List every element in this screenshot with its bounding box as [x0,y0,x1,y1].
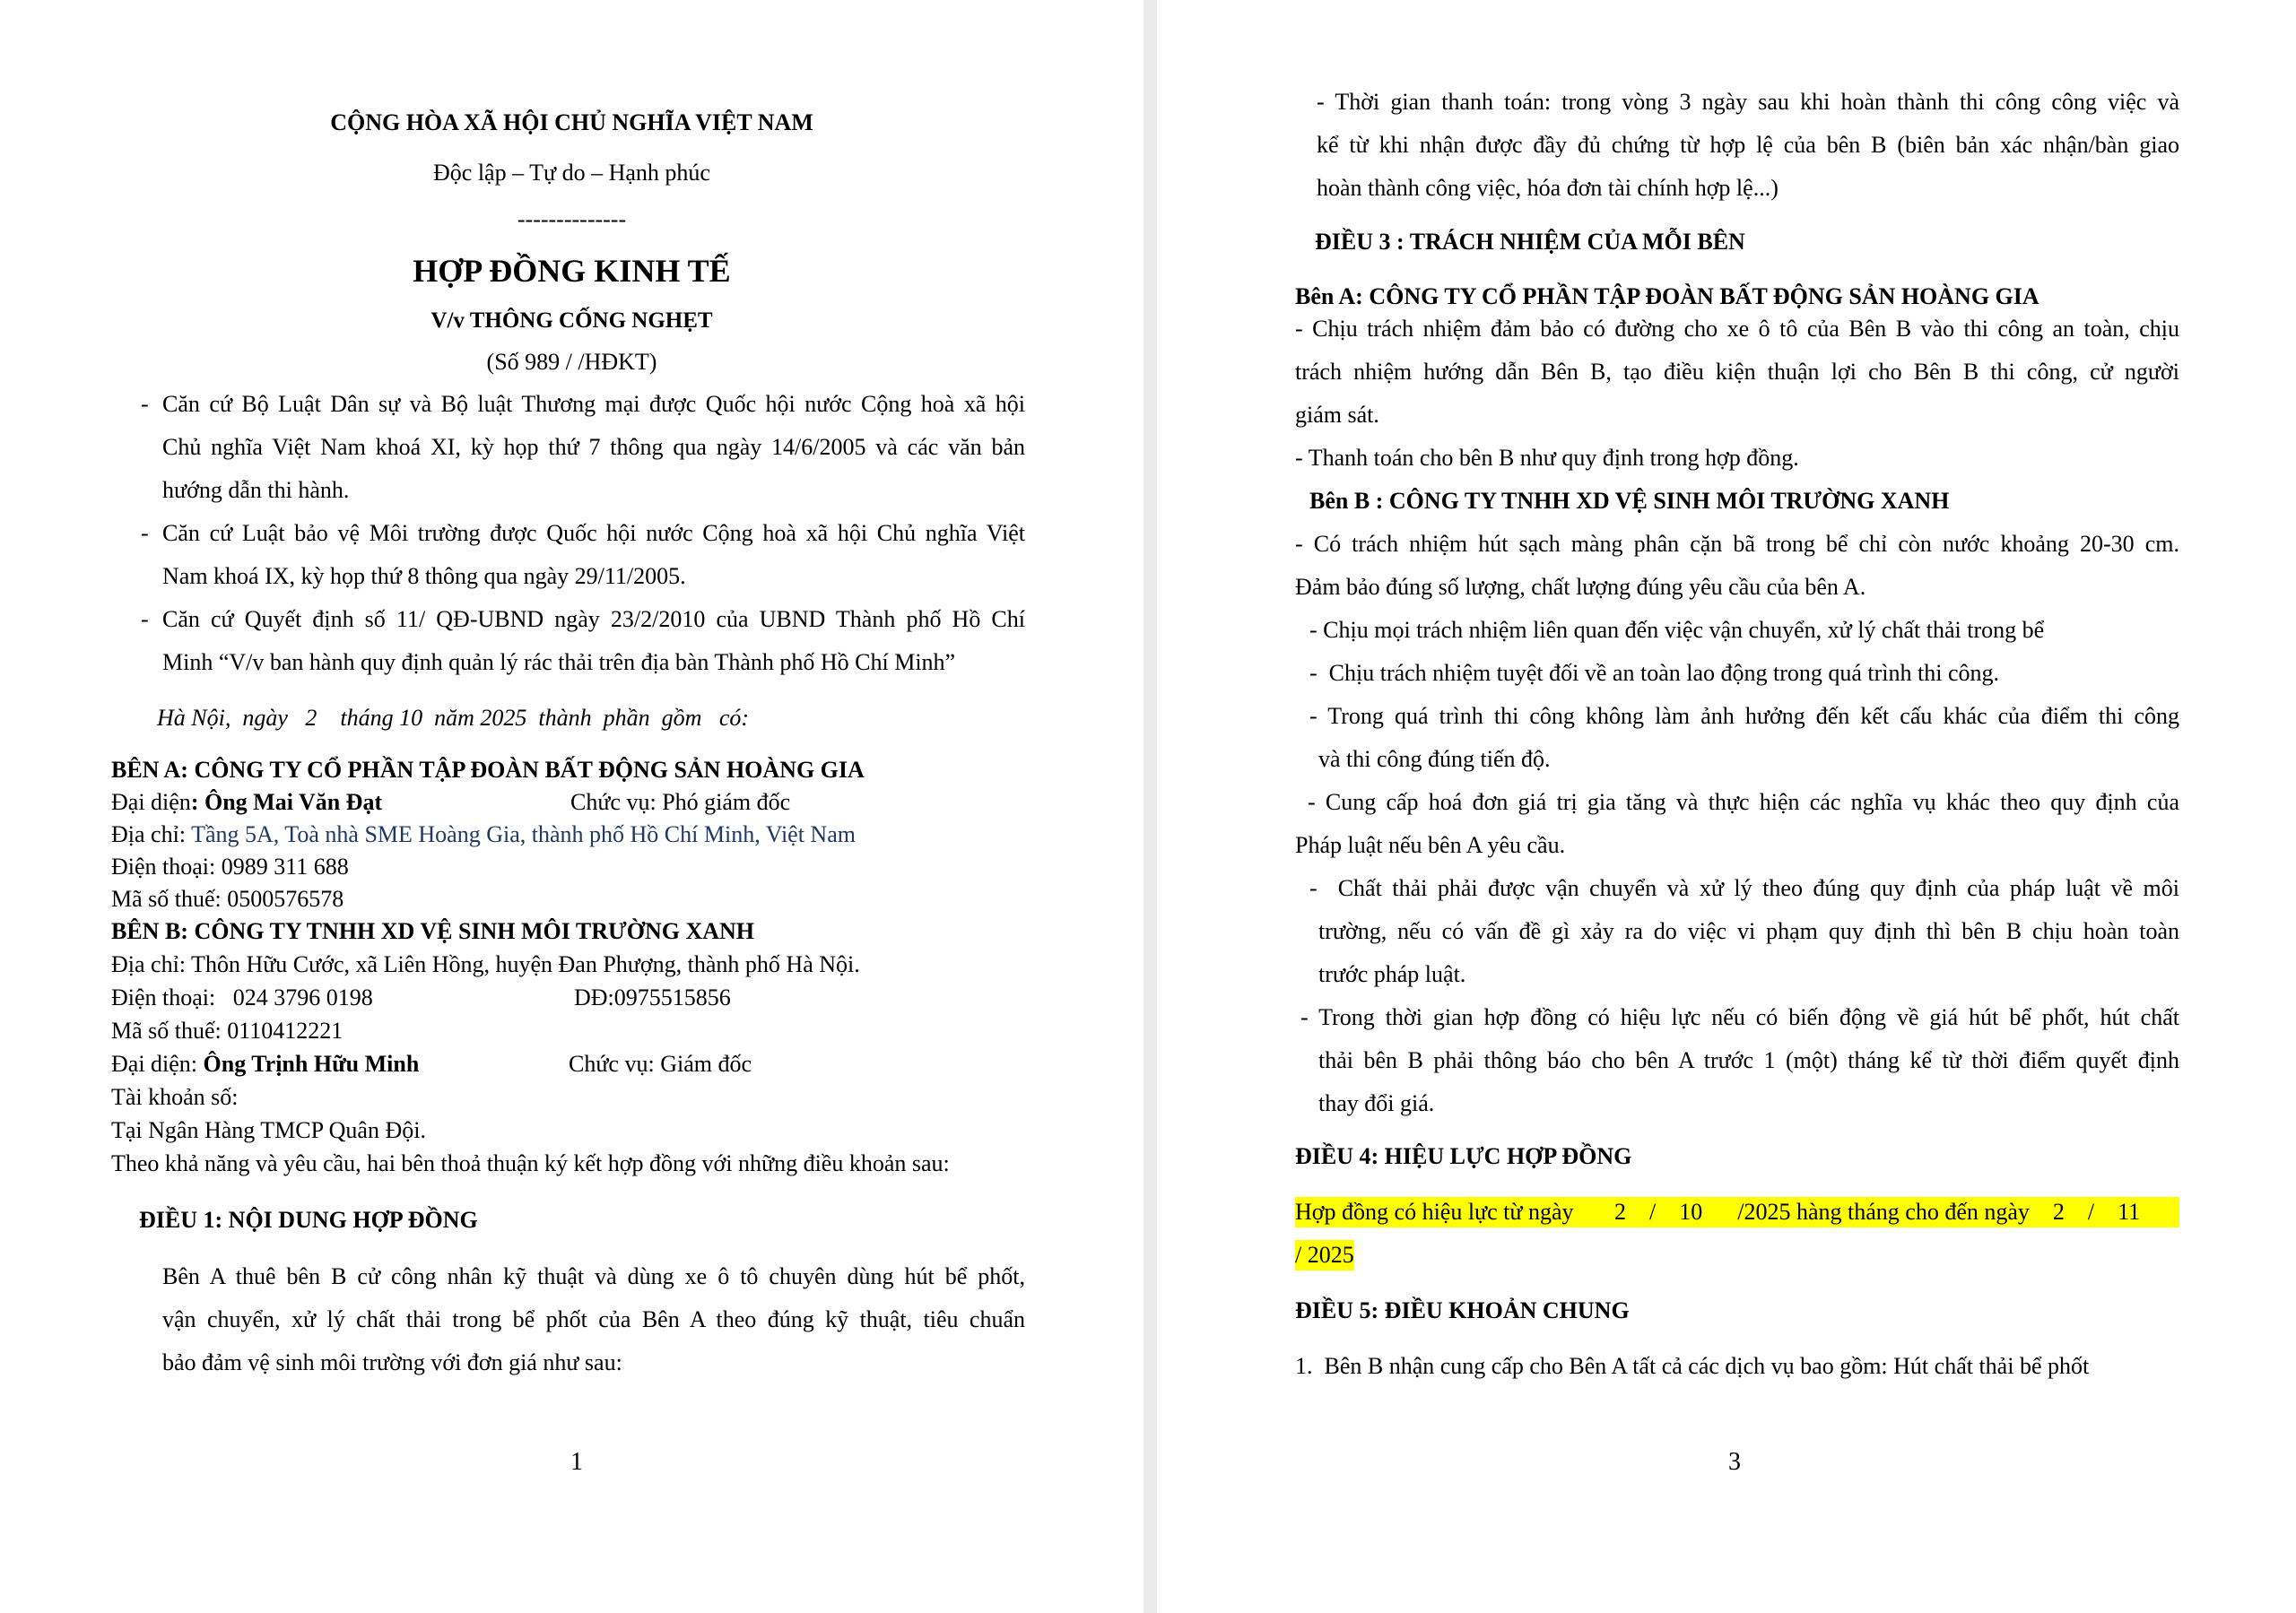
party-a-address-label: Địa chỉ: [111,821,192,847]
party-b-position: Chức vụ: Giám đốc [569,1051,752,1077]
bullet-dash: - [141,391,149,417]
party-a-duty-1: - Chịu trách nhiệm đảm bảo có đường cho xe ô tô của Bên B vào thi công an toàn, chịu [1295,316,2179,342]
article-1-title: ĐIỀU 1: NỘI DUNG HỢP ĐỒNG [139,1207,478,1233]
party-b-duty-3: - Chịu mọi trách nhiệm liên quan đến việc vận chuyển, xử lý chất thải trong bể [1309,617,2045,643]
party-a-rep-label: Đại diện [111,789,191,815]
party-a-duty-2: trách nhiệm hướng dẫn Bên B, tạo điều kiện thuận lợi cho Bên B thi công, cử người [1295,359,2179,385]
basis-2-line-2: Nam khoá IX, kỳ họp thứ 8 thông qua ngày 29/11/2005. [162,563,686,589]
party-b-mobile: DĐ:0975515856 [574,984,731,1010]
party-b-rep-label: Đại diện: [111,1051,204,1077]
article-5-title: ĐIỀU 5: ĐIỀU KHOẢN CHUNG [1295,1297,1630,1323]
basis-1-line-1: Căn cứ Bộ Luật Dân sự và Bộ luật Thương mại được Quốc hội nước Cộng hoà xã hội [162,391,1025,417]
party-a-tax: Mã số thuế: 0500576578 [111,886,344,912]
article-5-item-1: 1. Bên B nhận cung cấp cho Bên A tất cả các dịch vụ bao gồm: Hút chất thải bể phốt [1295,1353,2090,1379]
party-a-duty-4: - Thanh toán cho bên B như quy định trong hợp đồng. [1295,445,1799,471]
party-b-rep-name: Ông Trịnh Hữu Minh [203,1051,420,1077]
party-b-rep [111,1049,419,1080]
article-4-line-2: / 2025 [1295,1240,1354,1270]
party-b-bank: Tại Ngân Hàng TMCP Quân Đội. [111,1117,426,1143]
payment-line-1: - Thời gian thanh toán: trong vòng 3 ngày sau khi hoàn thành thi công công việc và [1317,89,2179,115]
basis-3-line-1: Căn cứ Quyết định số 11/ QĐ-UBND ngày 23/2/2010 của UBND Thành phố Hồ Chí [162,606,1025,632]
party-b-duty-8: Pháp luật nếu bên A yêu cầu. [1295,832,1566,858]
party-b-tax: Mã số thuế: 0110412221 [111,1018,344,1044]
party-a-address-value: Tầng 5A, Toà nhà SME Hoàng Gia, thành phố Hồ Chí Minh, Việt Nam [191,821,856,847]
header-motto: Độc lập – Tự do – Hạnh phúc [433,160,710,186]
basis-2-line-1: Căn cứ Luật bảo vệ Môi trường được Quốc hội nước Cộng hoà xã hội Chủ nghĩa Việt [162,520,1025,546]
party-b-duty-12: - Trong thời gian hợp đồng có hiệu lực nếu có biến động về giá hút bể phốt, hút chất [1300,1004,2179,1030]
party-b-duty-7: - Cung cấp hoá đơn giá trị gia tăng và thực hiện các nghĩa vụ khác theo quy định của [1308,789,2179,815]
party-b-duty-1: - Có trách nhiệm hút sạch màng phân cặn bã trong bể chỉ còn nước khoảng 20-30 cm. [1295,531,2179,557]
party-a-heading: Bên A: CÔNG TY CỔ PHẦN TẬP ĐOÀN BẤT ĐỘNG SẢN HOÀNG GIA [1295,283,2039,309]
article-3-title: ĐIỀU 3 : TRÁCH NHIỆM CỦA MỖI BÊN [1315,229,1745,255]
page-gutter [1144,0,1157,1613]
payment-line-2: kể từ khi nhận được đầy đủ chứng từ hợp lệ của bên B (biên bản xác nhận/bàn giao [1317,132,2179,158]
page-number: 1 [570,1448,583,1476]
party-a-name: BÊN A: CÔNG TY CỔ PHẦN TẬP ĐOÀN BẤT ĐỘNG SẢN HOÀNG GIA [111,757,865,783]
article-1-line-1: Bên A thuê bên B cử công nhân kỹ thuật và dùng xe ô tô chuyên dùng hút bể phốt, [162,1263,1025,1289]
party-a-rep [111,787,382,818]
party-b-duty-10: trường, nếu có vấn đề gì xảy ra do việc vi phạm quy định thì bên B chịu hoàn toàn [1318,918,2179,944]
agreement-line: Theo khả năng và yêu cầu, hai bên thoả thuận ký kết hợp đồng với những điều khoản sau: [111,1150,950,1176]
basis-1-line-3: hướng dẫn thi hành. [162,477,350,503]
party-b-address: Địa chỉ: Thôn Hữu Cước, xã Liên Hồng, huyện Đan Phượng, thành phố Hà Nội. [111,951,860,977]
party-b-duty-14: thay đổi giá. [1318,1090,1435,1116]
party-b-account: Tài khoản số: [111,1084,239,1110]
party-b-duty-11: trước pháp luật. [1318,961,1466,987]
party-a-phone: Điện thoại: 0989 311 688 [111,854,349,880]
header-rule: -------------- [517,206,627,232]
contract-number: (Số 989 / /HĐKT) [486,349,657,375]
party-b-duty-5: - Trong quá trình thi công không làm ảnh hưởng đến kết cấu khác của điểm thi công [1309,703,2179,729]
header-country: CỘNG HÒA XÃ HỘI CHỦ NGHĨA VIỆT NAM [330,109,813,135]
party-a-address [111,820,856,850]
basis-1-line-2: Chủ nghĩa Việt Nam khoá XI, kỳ họp thứ 7 thông qua ngày 14/6/2005 và các văn bản [162,434,1025,460]
contract-title: HỢP ĐỒNG KINH TẾ [413,253,731,289]
contract-subject: V/v THÔNG CỐNG NGHẸT [430,308,713,333]
party-b-phone: Điện thoại: 024 3796 0198 [111,984,373,1010]
document-page-3 [1157,0,2296,1613]
article-4-line-1: Hợp đồng có hiệu lực từ ngày 2 / 10 /2025 hàng tháng cho đến ngày 2 / 11 [1295,1197,2179,1227]
article-4-title: ĐIỀU 4: HIỆU LỰC HỢP ĐỒNG [1295,1143,1632,1169]
party-b-heading: Bên B : CÔNG TY TNHH XD VỆ SINH MÔI TRƯỜNG XANH [1309,488,1950,514]
article-1-line-3: bảo đảm vệ sinh môi trường với đơn giá như sau: [162,1349,622,1375]
party-b-duty-4: - Chịu trách nhiệm tuyệt đối về an toàn lao động trong quá trình thi công. [1309,660,2000,686]
party-b-duty-9: - Chất thải phải được vận chuyển và xử lý theo đúng quy định của pháp luật về môi [1309,875,2179,901]
payment-line-3: hoàn thành công việc, hóa đơn tài chính hợp lệ...) [1317,175,1779,201]
bullet-dash: - [141,520,149,546]
party-b-duty-13: thải bên B phải thông báo cho bên A trước 1 (một) tháng kể từ thời điểm quyết định [1318,1047,2179,1073]
document-page-1 [0,0,1144,1613]
page-number: 3 [1728,1448,1741,1476]
party-b-name: BÊN B: CÔNG TY TNHH XD VỆ SINH MÔI TRƯỜNG XANH [111,918,755,944]
basis-3-line-2: Minh “V/v ban hành quy định quản lý rác thải trên địa bàn Thành phố Hồ Chí Minh” [162,649,956,675]
bullet-dash: - [141,606,149,632]
party-a-duty-3: giám sát. [1295,402,1379,428]
party-a-rep-name: : Ông Mai Văn Đạt [190,789,383,815]
article-1-line-2: vận chuyển, xử lý chất thải trong bể phốt của Bên A theo đúng kỹ thuật, tiêu chuẩn [162,1306,1025,1332]
party-b-duty-6: và thi công đúng tiến độ. [1318,746,1551,772]
place-date: Hà Nội, ngày 2 tháng 10 năm 2025 thành phần gồm có: [157,705,750,731]
party-a-position: Chức vụ: Phó giám đốc [570,789,791,815]
party-b-duty-2: Đảm bảo đúng số lượng, chất lượng đúng yêu cầu của bên A. [1295,574,1866,600]
